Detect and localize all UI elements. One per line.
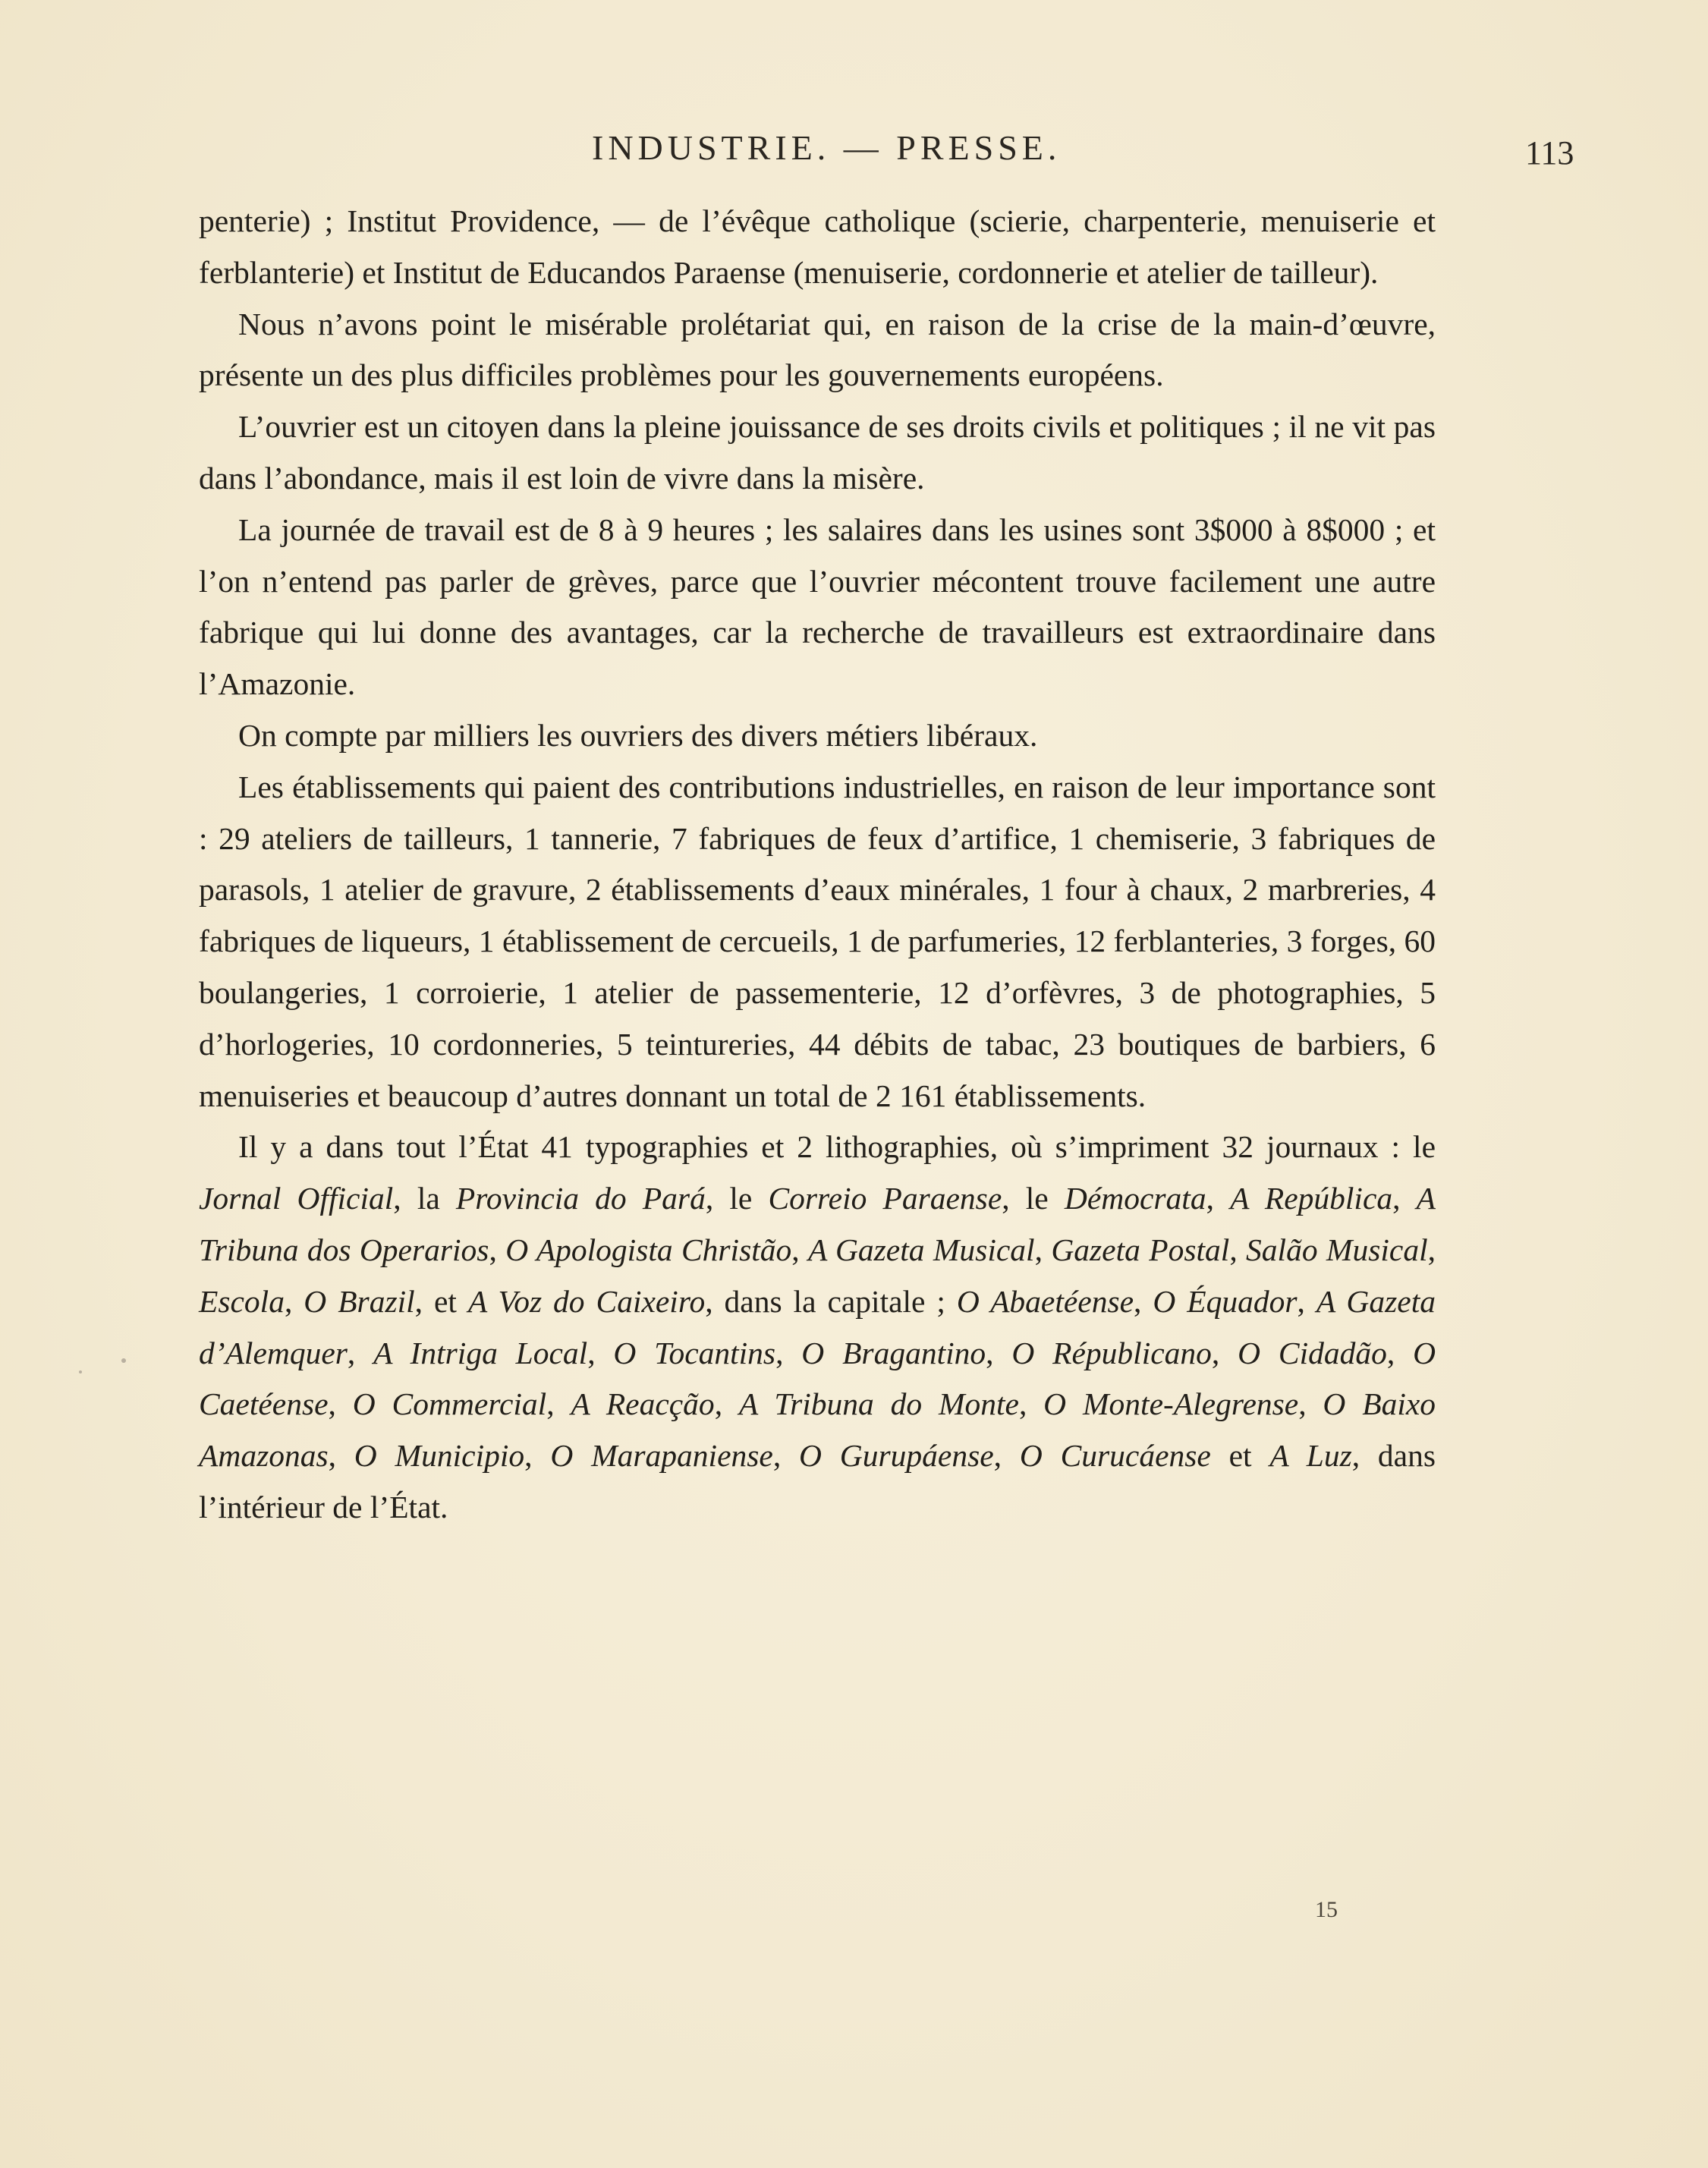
- newspaper-title: O Baixo Amazonas: [199, 1386, 1436, 1474]
- newspaper-title: O Abaetéense: [956, 1283, 1134, 1319]
- newspaper-title: A Tribuna do Monte: [738, 1386, 1019, 1422]
- paragraph-trades: On compte par milliers les ouvriers des divers métiers libéraux.: [238, 717, 1038, 753]
- newspaper-title: O Commercial: [352, 1386, 547, 1422]
- newspaper-title: A República: [1230, 1181, 1393, 1216]
- paragraph-establishments: Les établissements qui paient des contributions industrielles, en raison de leur importance sont : 29 ateliers de tailleurs, 1 tannerie, 7 fabriques de feux d’artifice, 1 chemiserie, 3 fabriques de parasols, 1 atelier de gravure, 2 établissements d’eaux minérales, 1 four à chaux, 2 marbreries, 4 fabriques de liqueurs, 1 établissement de cercueils, 1 de parfumeries, 12 ferblanteries, 3 forges, 60 boulangeries, 1 corroierie, 1 atelier de passementerie, 12 d’orfèvres, 3 de photographies, 5 d’horlogeries, 10 cordonneries, 5 teintureries, 44 débits de tabac, 23 boutiques de barbiers, 6 menuiseries et beaucoup d’autres donnant un total de 2 161 établissements.: [199, 769, 1436, 1113]
- paper-speck: [79, 1370, 82, 1373]
- newspaper-title: O Cidadão: [1238, 1335, 1387, 1370]
- newspaper-title: O Apologista Christão: [505, 1232, 792, 1267]
- newspaper-title: O Équador: [1153, 1283, 1298, 1319]
- newspaper-title: O Tocantins: [613, 1335, 776, 1370]
- newspaper-title: A Gazeta Musical: [807, 1232, 1035, 1267]
- paragraph-proletariat: Nous n’avons point le misérable prolétariat qui, en raison de la crise de la main-d’œuvre, présente un des plus difficiles problèmes pour les gouvernements européens.: [199, 306, 1436, 393]
- newspaper-title: Escola: [199, 1283, 285, 1319]
- signature-mark: 15: [1315, 1897, 1338, 1922]
- newspaper-title: A Voz do Caixeiro: [467, 1283, 706, 1319]
- newspaper-title: A Luz: [1269, 1438, 1352, 1474]
- paragraph-working-hours: La journée de travail est de 8 à 9 heures ; les salaires dans les usines sont 3$000 à 8$000 ; et l’on n’entend pas parler de grèves, parce que l’ouvrier mécontent trouve facilement une autre fabrique qui lui donne des avantages, car la recherche de travailleurs est extraordinaire dans l’Amazonie.: [199, 511, 1436, 702]
- newspaper-title: Démocrata: [1064, 1181, 1206, 1216]
- newspaper-title: A Intriga Local: [373, 1335, 588, 1370]
- newspaper-title: A Reacção: [571, 1386, 715, 1422]
- page-number: 113: [1525, 134, 1574, 171]
- newspaper-title: Correio Paraense: [768, 1181, 1002, 1216]
- paper-speck: [121, 1358, 126, 1363]
- newspaper-title: Jornal Official: [199, 1181, 394, 1216]
- newspaper-title: O Caetéense: [199, 1335, 1436, 1422]
- newspaper-title: O Monte-Alegrense: [1043, 1386, 1299, 1422]
- newspaper-title: A Tribuna dos Operarios: [199, 1181, 1436, 1267]
- press-intro: Il y a dans tout l’État 41 typographies et 2 lithographies, où s’impriment 32 journaux : le: [238, 1129, 1436, 1165]
- newspaper-title: O Marapaniense: [550, 1438, 773, 1474]
- paragraph-worker-rights: L’ouvrier est un citoyen dans la pleine jouissance de ses droits civils et politiques ; il ne vit pas dans l’abondance, mais il est loin de vivre dans la misère.: [199, 409, 1436, 496]
- running-head: INDUSTRIE. — PRESSE.: [592, 128, 1062, 167]
- newspaper-title: Gazeta Postal: [1051, 1232, 1230, 1267]
- newspaper-title: O Municipio: [354, 1438, 525, 1474]
- newspaper-title: O Bragantino: [801, 1335, 986, 1370]
- paragraph-press: Il y a dans tout l’État 41 typographies et 2 lithographies, où s’impriment 32 journaux : le Jornal Official, la Provincia do Pará, le Correio Paraense, le Démocrata, A República, A Tribuna dos Operarios, O Apologista Christão, A Gazeta Musical, Gazeta Postal, Salão Musical, Escola, O Brazil, et A Voz do Caixeiro, dans la capitale ; O Abaetéense, O Équador, A Gazeta d’Alemquer, A Intriga Local, O Tocantins, O Bragantino, O Républicano, O Cidadão, O Caetéense, O Commercial, A Reacção, A Tribuna do Monte, O Monte-Alegrense, O Baixo Amazonas, O Municipio, O Marapaniense, O Gurupáense, O Curucáense et A Luz, dans l’intérieur de l’État.: [199, 1129, 1436, 1525]
- newspaper-title: O Brazil: [304, 1283, 415, 1319]
- newspaper-title: Salão Musical: [1246, 1232, 1428, 1267]
- newspaper-title: A Gazeta d’Alemquer: [199, 1283, 1436, 1370]
- newspaper-title: O Républicano: [1011, 1335, 1212, 1370]
- newspaper-title: O Curucáense: [1019, 1438, 1211, 1474]
- paragraph-continuation: penterie) ; Institut Providence, — de l’évêque catholique (scierie, charpenterie, menuiserie et ferblanterie) et Institut de Educandos Paraense (menuiserie, cordonnerie et atelier de tailleur).: [199, 203, 1436, 290]
- body-text: [199, 196, 1436, 1534]
- newspaper-title: O Gurupáense: [799, 1438, 994, 1474]
- newspaper-title: Provincia do Pará: [455, 1181, 706, 1216]
